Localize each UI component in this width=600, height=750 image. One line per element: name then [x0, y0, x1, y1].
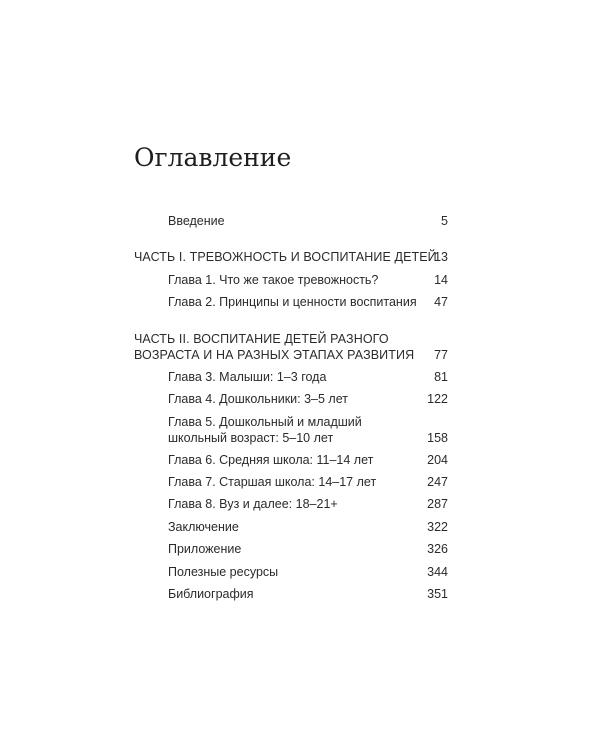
toc-entry-line: Заключение: [168, 520, 239, 534]
toc-entry-line: Библиография: [168, 587, 254, 601]
toc-entry-line: Глава 1. Что же такое тревожность?: [168, 273, 379, 287]
toc-entry-label: [168, 564, 278, 580]
toc-entry-line: Глава 4. Дошкольники: 3–5 лет: [168, 392, 348, 406]
toc-page-number: 122: [427, 392, 448, 406]
toc-entry-line: Глава 6. Средняя школа: 11–14 лет: [168, 453, 374, 467]
toc-entry-label: [168, 519, 239, 535]
toc-entry-label: [168, 452, 373, 468]
toc-entry-line: ЧАСТЬ II. ВОСПИТАНИЕ ДЕТЕЙ РАЗНОГО: [134, 332, 389, 346]
toc-entry-line: ВОЗРАСТА И НА РАЗНЫХ ЭТАПАХ РАЗВИТИЯ: [134, 348, 415, 362]
toc-entry-chapter-5[interactable]: [168, 414, 448, 446]
toc-entry-label: [168, 474, 376, 490]
toc-entry-line: Глава 7. Старшая школа: 14–17 лет: [168, 475, 377, 489]
toc-entry-line: школьный возраст: 5–10 лет: [168, 431, 334, 445]
toc-page-number: 77: [434, 348, 448, 362]
toc-entry-label: [168, 294, 417, 310]
toc-page-number: 247: [427, 475, 448, 489]
toc-entry-chapter-2[interactable]: [168, 294, 448, 310]
toc-page-number: 344: [427, 565, 448, 579]
toc-entry-chapter-1[interactable]: [168, 272, 448, 288]
toc-entry-part-1[interactable]: [134, 249, 448, 265]
toc-entry-label: [168, 586, 254, 602]
toc-page-number: 158: [427, 431, 448, 445]
toc-page-number: 13: [434, 250, 448, 264]
toc-entry-label: [168, 369, 326, 385]
toc-entry-label: [168, 414, 362, 446]
toc-entry-chapter-7[interactable]: [168, 474, 448, 490]
toc-entry-line: Приложение: [168, 542, 242, 556]
page-title: Оглавление: [134, 143, 292, 172]
toc-entry-line: Введение: [168, 214, 225, 228]
toc-page-number: 326: [427, 542, 448, 556]
toc-entry-label: [168, 213, 225, 229]
toc-entry-label: [168, 391, 348, 407]
toc-page-number: 322: [427, 520, 448, 534]
toc-entry-line: Глава 8. Вуз и далее: 18–21+: [168, 497, 338, 511]
toc-entry-introduction[interactable]: [168, 213, 448, 229]
toc-entry-chapter-4[interactable]: [168, 391, 448, 407]
toc-entry-label: [168, 496, 338, 512]
toc-entry-label: [168, 272, 378, 288]
toc-entry-line: Глава 3. Малыши: 1–3 года: [168, 370, 327, 384]
toc-entry-resources[interactable]: [168, 564, 448, 580]
toc-page-number: 204: [427, 453, 448, 467]
toc-entry-chapter-8[interactable]: [168, 496, 448, 512]
toc-entry-part-2[interactable]: [134, 331, 448, 363]
toc-entry-line: ЧАСТЬ I. ТРЕВОЖНОСТЬ И ВОСПИТАНИЕ ДЕТЕЙ: [134, 250, 437, 264]
toc-entry-label: [134, 331, 414, 363]
toc-entry-line: Глава 5. Дошкольный и младший: [168, 415, 362, 429]
toc-page-number: 351: [427, 587, 448, 601]
toc-entry-chapter-6[interactable]: [168, 452, 448, 468]
toc-entry-line: Полезные ресурсы: [168, 565, 279, 579]
toc-entry-chapter-3[interactable]: [168, 369, 448, 385]
toc-entry-bibliography[interactable]: [168, 586, 448, 602]
toc-entry-label: [168, 541, 241, 557]
toc-page-number: 5: [441, 214, 448, 228]
toc-entry-conclusion[interactable]: [168, 519, 448, 535]
toc-page-number: 81: [434, 370, 448, 384]
toc-entry-appendix[interactable]: [168, 541, 448, 557]
toc-page-number: 47: [434, 295, 448, 309]
toc-page-number: 287: [427, 497, 448, 511]
toc-entry-line: Глава 2. Принципы и ценности воспитания: [168, 295, 417, 309]
toc-entry-label: [134, 249, 437, 265]
toc-page-number: 14: [434, 273, 448, 287]
